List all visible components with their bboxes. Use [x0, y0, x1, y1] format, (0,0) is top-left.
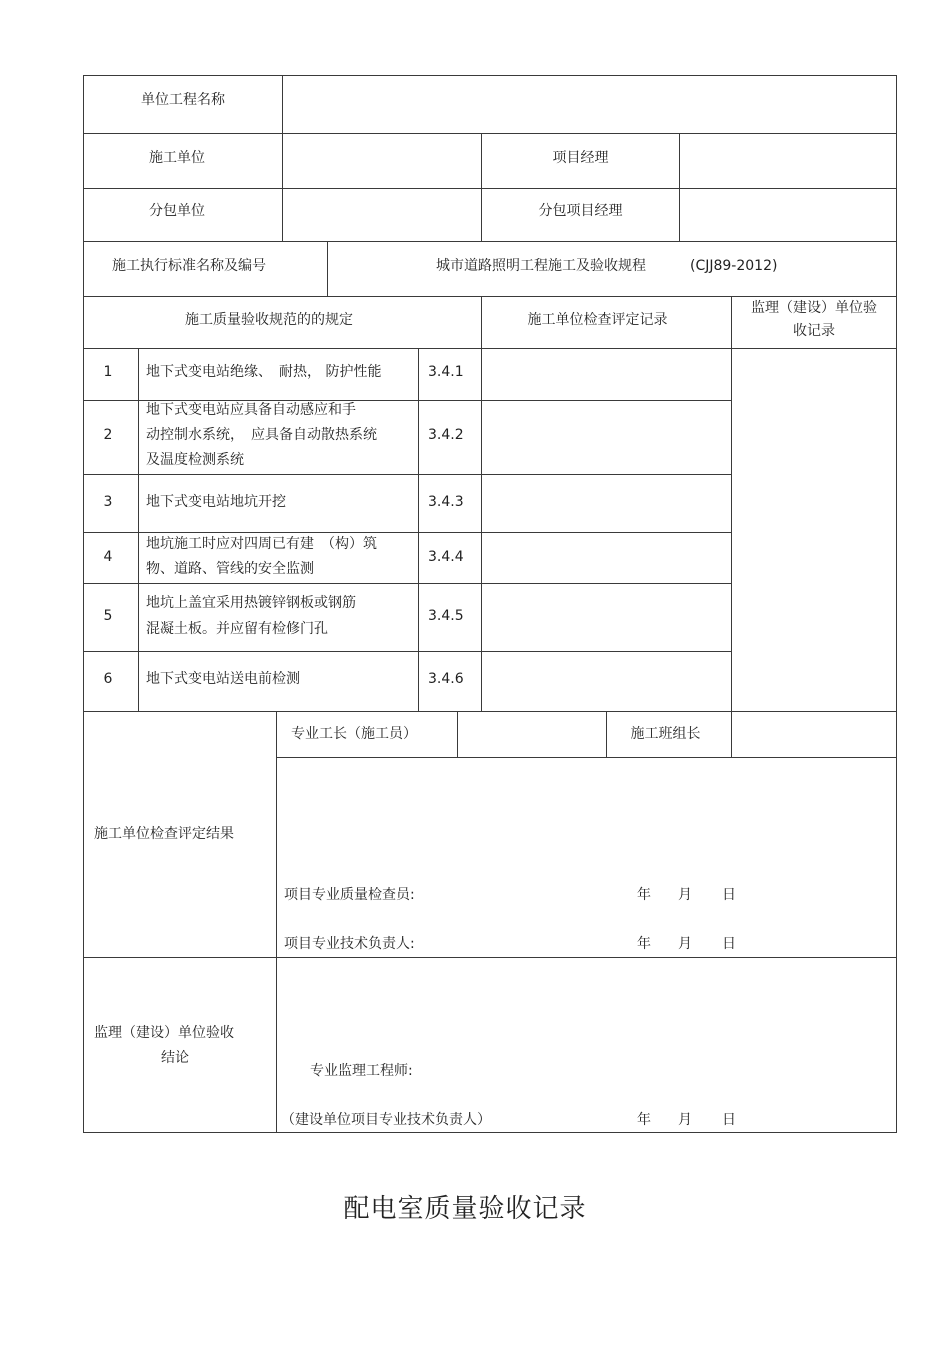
item-requirement: 地下式变电站应具备自动感应和手 — [146, 402, 356, 418]
item-number: 1 — [103, 364, 113, 380]
item-requirement: 混凝土板。并应留有检修门孔 — [146, 621, 328, 637]
row-divider — [83, 296, 897, 297]
column-divider — [457, 711, 458, 758]
row-divider — [83, 532, 731, 533]
row-divider — [83, 133, 897, 134]
item-requirement: 及温度检测系统 — [146, 452, 244, 468]
column-divider — [327, 241, 328, 297]
item-requirement: 地坑施工时应对四周已有建 （构）筑 — [146, 536, 377, 552]
row-divider — [83, 348, 897, 349]
table-border-right — [896, 75, 897, 1133]
item-requirement: 地下式变电站绝缘、 耐热， 防护性能 — [146, 364, 382, 380]
subcontract-unit-label: 分包单位 — [149, 203, 205, 219]
item-clause: 3.4.1 — [428, 364, 464, 380]
column-divider — [138, 348, 139, 712]
item-clause: 3.4.4 — [428, 549, 464, 565]
column-divider — [679, 133, 680, 242]
supervisor-record-header-line2: 收记录 — [793, 323, 835, 339]
standard-code: (CJJ89-2012) — [690, 258, 778, 274]
row-divider — [83, 241, 897, 242]
contractor-record-header: 施工单位检查评定记录 — [527, 312, 668, 328]
row-divider — [83, 711, 897, 712]
column-divider — [481, 296, 482, 712]
item-requirement: 地坑上盖宜采用热镀锌钢板或钢筋 — [146, 595, 356, 611]
row-divider — [83, 400, 731, 401]
item-requirement: 地下式变电站送电前检测 — [146, 671, 300, 687]
item-number: 4 — [103, 549, 113, 565]
table-border-bottom — [83, 1132, 897, 1133]
date-year: 年 — [637, 887, 651, 903]
construction-unit-label: 施工单位 — [149, 150, 205, 166]
column-divider — [731, 711, 732, 758]
column-divider — [418, 348, 419, 712]
contractor-result-label: 施工单位检查评定结果 — [94, 826, 234, 842]
date-year: 年 — [637, 936, 651, 952]
team-leader-label: 施工班组长 — [630, 726, 701, 742]
date-day: 日 — [722, 936, 736, 952]
supervisor-conclusion-label-line1: 监理（建设）单位验收 — [94, 1025, 234, 1041]
supervising-engineer-label: 专业监理工程师: — [310, 1063, 413, 1079]
spec-provisions-header: 施工质量验收规范的的规定 — [185, 312, 353, 328]
row-divider — [83, 188, 897, 189]
date-day: 日 — [722, 887, 736, 903]
item-clause: 3.4.2 — [428, 427, 464, 443]
item-number: 6 — [103, 671, 113, 687]
item-requirement: 动控制水系统， 应具备自动散热系统 — [146, 427, 377, 443]
project-manager-label: 项目经理 — [552, 150, 609, 166]
column-divider — [282, 75, 283, 242]
item-clause: 3.4.6 — [428, 671, 464, 687]
item-requirement: 地下式变电站地坑开挖 — [146, 494, 286, 510]
date-month: 月 — [678, 1112, 692, 1128]
item-number: 5 — [103, 608, 113, 624]
item-clause: 3.4.3 — [428, 494, 464, 510]
column-divider — [731, 296, 732, 712]
supervisor-record-header-line1: 监理（建设）单位验 — [751, 300, 877, 316]
date-day: 日 — [722, 1112, 736, 1128]
supervisor-conclusion-label-line2: 结论 — [161, 1050, 189, 1066]
item-number: 2 — [103, 427, 113, 443]
item-clause: 3.4.5 — [428, 608, 464, 624]
row-divider — [83, 957, 897, 958]
date-month: 月 — [678, 936, 692, 952]
subcontract-manager-label: 分包项目经理 — [538, 203, 623, 219]
date-month: 月 — [678, 887, 692, 903]
column-divider — [276, 711, 277, 1133]
item-requirement: 物、道路、管线的安全监测 — [146, 561, 314, 577]
row-divider — [83, 474, 731, 475]
standard-value: 城市道路照明工程施工及验收规程 — [436, 258, 646, 274]
table-border-top — [83, 75, 897, 76]
document-title: 配电室质量验收记录 — [343, 1194, 587, 1224]
unit-project-name-label: 单位工程名称 — [141, 92, 225, 108]
foreman-label: 专业工长（施工员） — [291, 726, 417, 742]
item-number: 3 — [103, 494, 113, 510]
table-border-left — [83, 75, 84, 1133]
row-divider — [276, 757, 897, 758]
standard-label: 施工执行标准名称及编号 — [112, 258, 266, 274]
owner-technical-lead-label: （建设单位项目专业技术负责人） — [281, 1112, 491, 1128]
technical-lead-label: 项目专业技术负责人: — [284, 936, 415, 952]
quality-inspector-label: 项目专业质量检查员: — [284, 887, 415, 903]
row-divider — [83, 651, 731, 652]
row-divider — [83, 583, 731, 584]
date-year: 年 — [637, 1112, 651, 1128]
